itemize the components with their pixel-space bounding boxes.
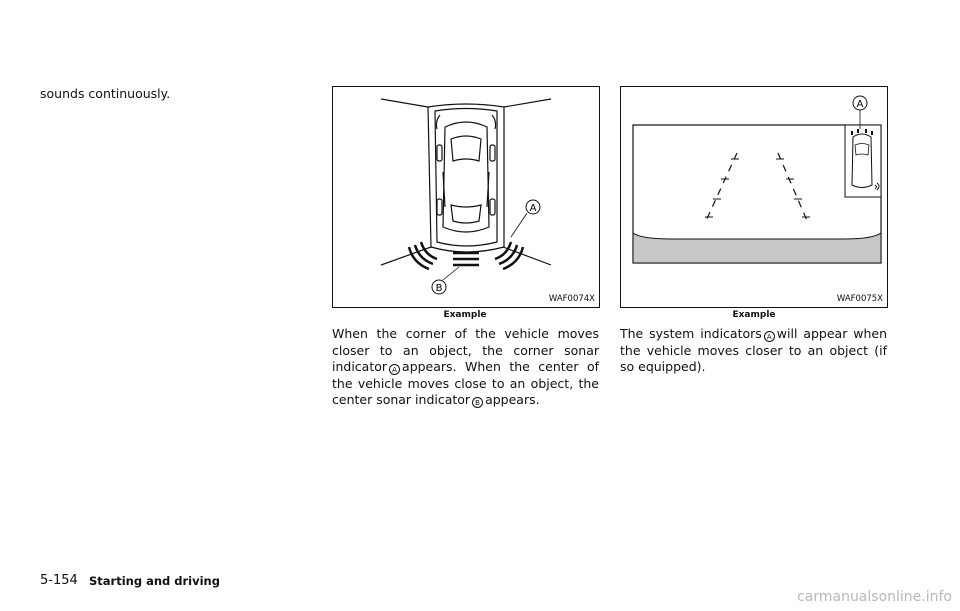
figure1-label-b: B xyxy=(435,283,443,294)
figure2-label-a: A xyxy=(856,99,864,110)
watermark: carmanualsonline.info xyxy=(797,589,952,605)
figure2-code: WAF0075X xyxy=(836,294,883,304)
figure1-label-a: A xyxy=(529,203,537,214)
para1-text-3: appears. xyxy=(485,392,540,407)
system-indicator-paragraph xyxy=(620,326,887,376)
page-number: 5-154 xyxy=(40,573,78,588)
para1-text-2: appears. When the center of the vehicle moves close to an object, the center sonar indicator xyxy=(332,359,599,407)
section-title: Starting and driving xyxy=(89,574,220,588)
para1-text-1: When the corner of the vehicle moves closer to an object, the corner sonar indicator xyxy=(332,326,599,374)
para2-text-2: will appear when the vehicle moves closer to an object (if so equipped). xyxy=(620,326,887,374)
figure1-caption: Example xyxy=(443,310,487,320)
figure1-code: WAF0074X xyxy=(548,294,595,304)
figure-camera-view xyxy=(620,86,888,308)
indicator-a-icon: A xyxy=(764,331,775,342)
indicator-b-icon: B xyxy=(472,397,483,408)
figure-sonar-top-view xyxy=(332,86,600,308)
corner-sonar-paragraph xyxy=(332,326,599,409)
sonar-top-view-illustration xyxy=(333,87,599,307)
lead-text: sounds continuously. xyxy=(40,86,171,101)
para2-text-1: The system indicators xyxy=(620,326,762,341)
indicator-a-icon: A xyxy=(389,364,400,375)
camera-view-illustration xyxy=(621,87,887,307)
figure2-caption: Example xyxy=(732,310,776,320)
